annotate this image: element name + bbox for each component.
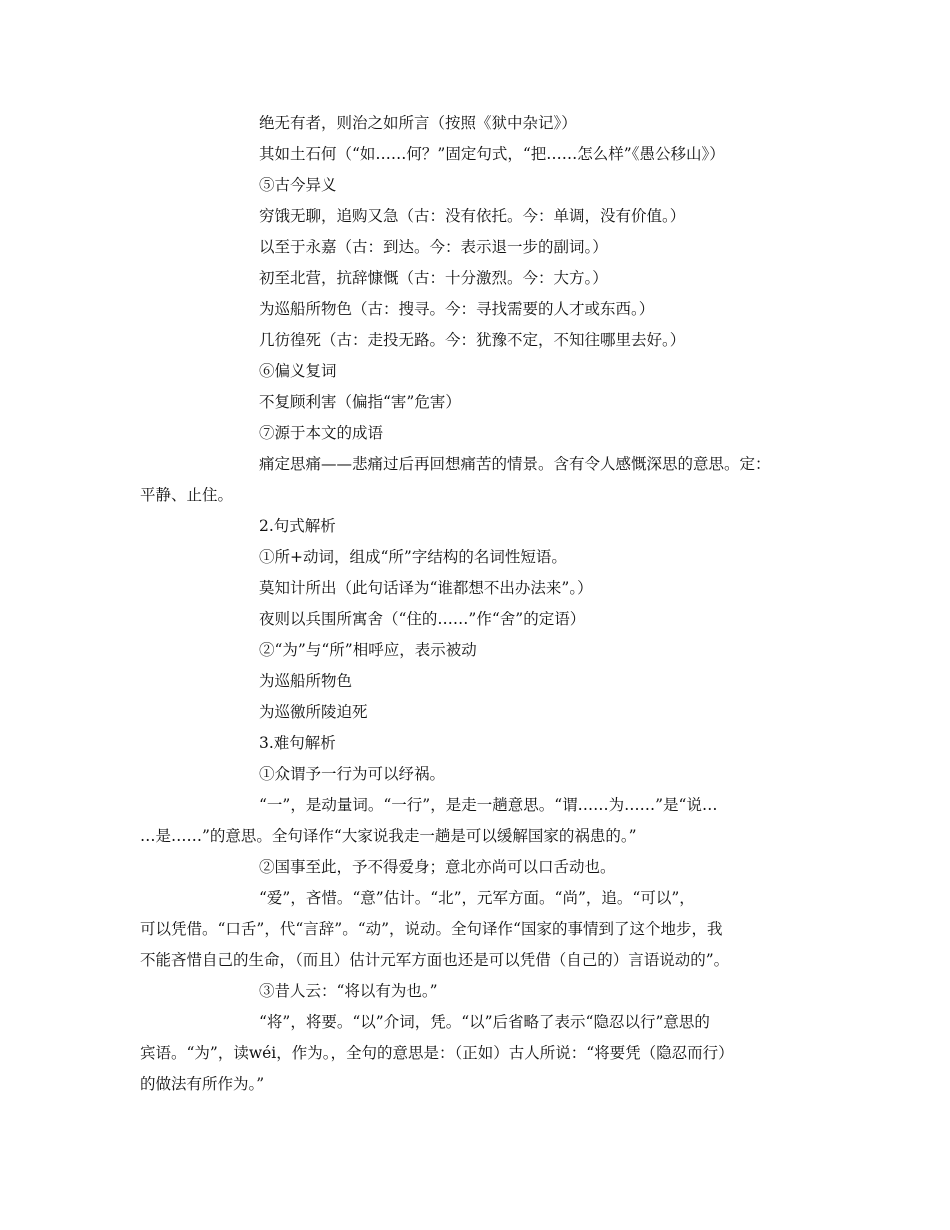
section-heading: 3.难句解析	[259, 734, 336, 752]
text-line: 为巡船所物色	[259, 672, 353, 690]
text-line: …是……”的意思。全句译作“大家说我走一趟是可以缓解国家的祸患的。”	[140, 827, 637, 845]
section-heading: ⑥偏义复词	[259, 362, 337, 380]
text-line: 绝无有者，则治之如所言（按照《狱中杂记》）	[259, 114, 577, 132]
section-heading: ⑦源于本文的成语	[259, 424, 384, 442]
text-line: 为巡船所物色（古：搜寻。今：寻找需要的人才或东西。）	[259, 300, 655, 318]
text-line: 以至于永嘉（古：到达。今：表示退一步的副词。）	[259, 238, 608, 256]
text-line: 平静、止住。	[140, 486, 234, 504]
text-line: 夜则以兵围所寓舍（“住的……”作“舍”的定语）	[259, 610, 586, 628]
text-line: 穷饿无聊，追购又急（古：没有依托。今：单调，没有价值。）	[259, 207, 686, 225]
text-line: 痛定思痛——悲痛过后再回想痛苦的情景。含有令人感慨深思的意思。定：	[259, 455, 771, 473]
text-line: 可以凭借。“口舌”，代“言辞”。“动”，说动。全句译作“国家的事情到了这个地步，我	[140, 920, 723, 938]
section-heading: ⑤古今异义	[259, 176, 337, 194]
text-line: 为巡徼所陵迫死	[259, 703, 368, 721]
section-heading: 2.句式解析	[259, 517, 336, 535]
text-line: 莫知计所出（此句话译为“谁都想不出办法来”。）	[259, 579, 593, 597]
text-line: ①所+动词，组成“所”字结构的名词性短语。	[259, 548, 567, 566]
text-line: “爱”，吝惜。“意”估计。“北”，元军方面。“尚”，追。“可以”，	[259, 889, 695, 907]
text-line: ②“为”与“所”相呼应，表示被动	[259, 641, 477, 659]
text-line: 初至北营，抗辞慷慨（古：十分激烈。今：大方。）	[259, 269, 608, 287]
text-line: 不复顾利害（偏指“害”危害）	[259, 393, 461, 411]
text-line: ③昔人云：“将以有为也。”	[259, 982, 438, 1000]
text-line: 的做法有所作为。”	[140, 1075, 265, 1093]
text-line: 几彷徨死（古：走投无路。今：犹豫不定，不知往哪里去好。）	[259, 331, 686, 349]
text-line: 宾语。“为”，读wéi，作为。，全句的意思是：（正如）古人所说：“将要凭（隐忍而行）	[140, 1044, 734, 1062]
text-line: ②国事至此，予不得爱身；意北亦尚可以口舌动也。	[259, 858, 616, 876]
text-line: ①众谓予一行为可以纾祸。	[259, 765, 446, 783]
text-line: “一”，是动量词。“一行”，是走一趟意思。“谓……为……”是“说…	[259, 796, 718, 814]
text-line: 不能吝惜自己的生命，（而且）估计元军方面也还是可以凭借（自己的）言语说动的”。	[140, 951, 730, 969]
text-line: 其如土石何（“如……何？”固定句式，“把……怎么样”《愚公移山》）	[259, 145, 725, 163]
text-line: “将”，将要。“以”介词，凭。“以”后省略了表示“隐忍以行”意思的	[259, 1013, 710, 1031]
